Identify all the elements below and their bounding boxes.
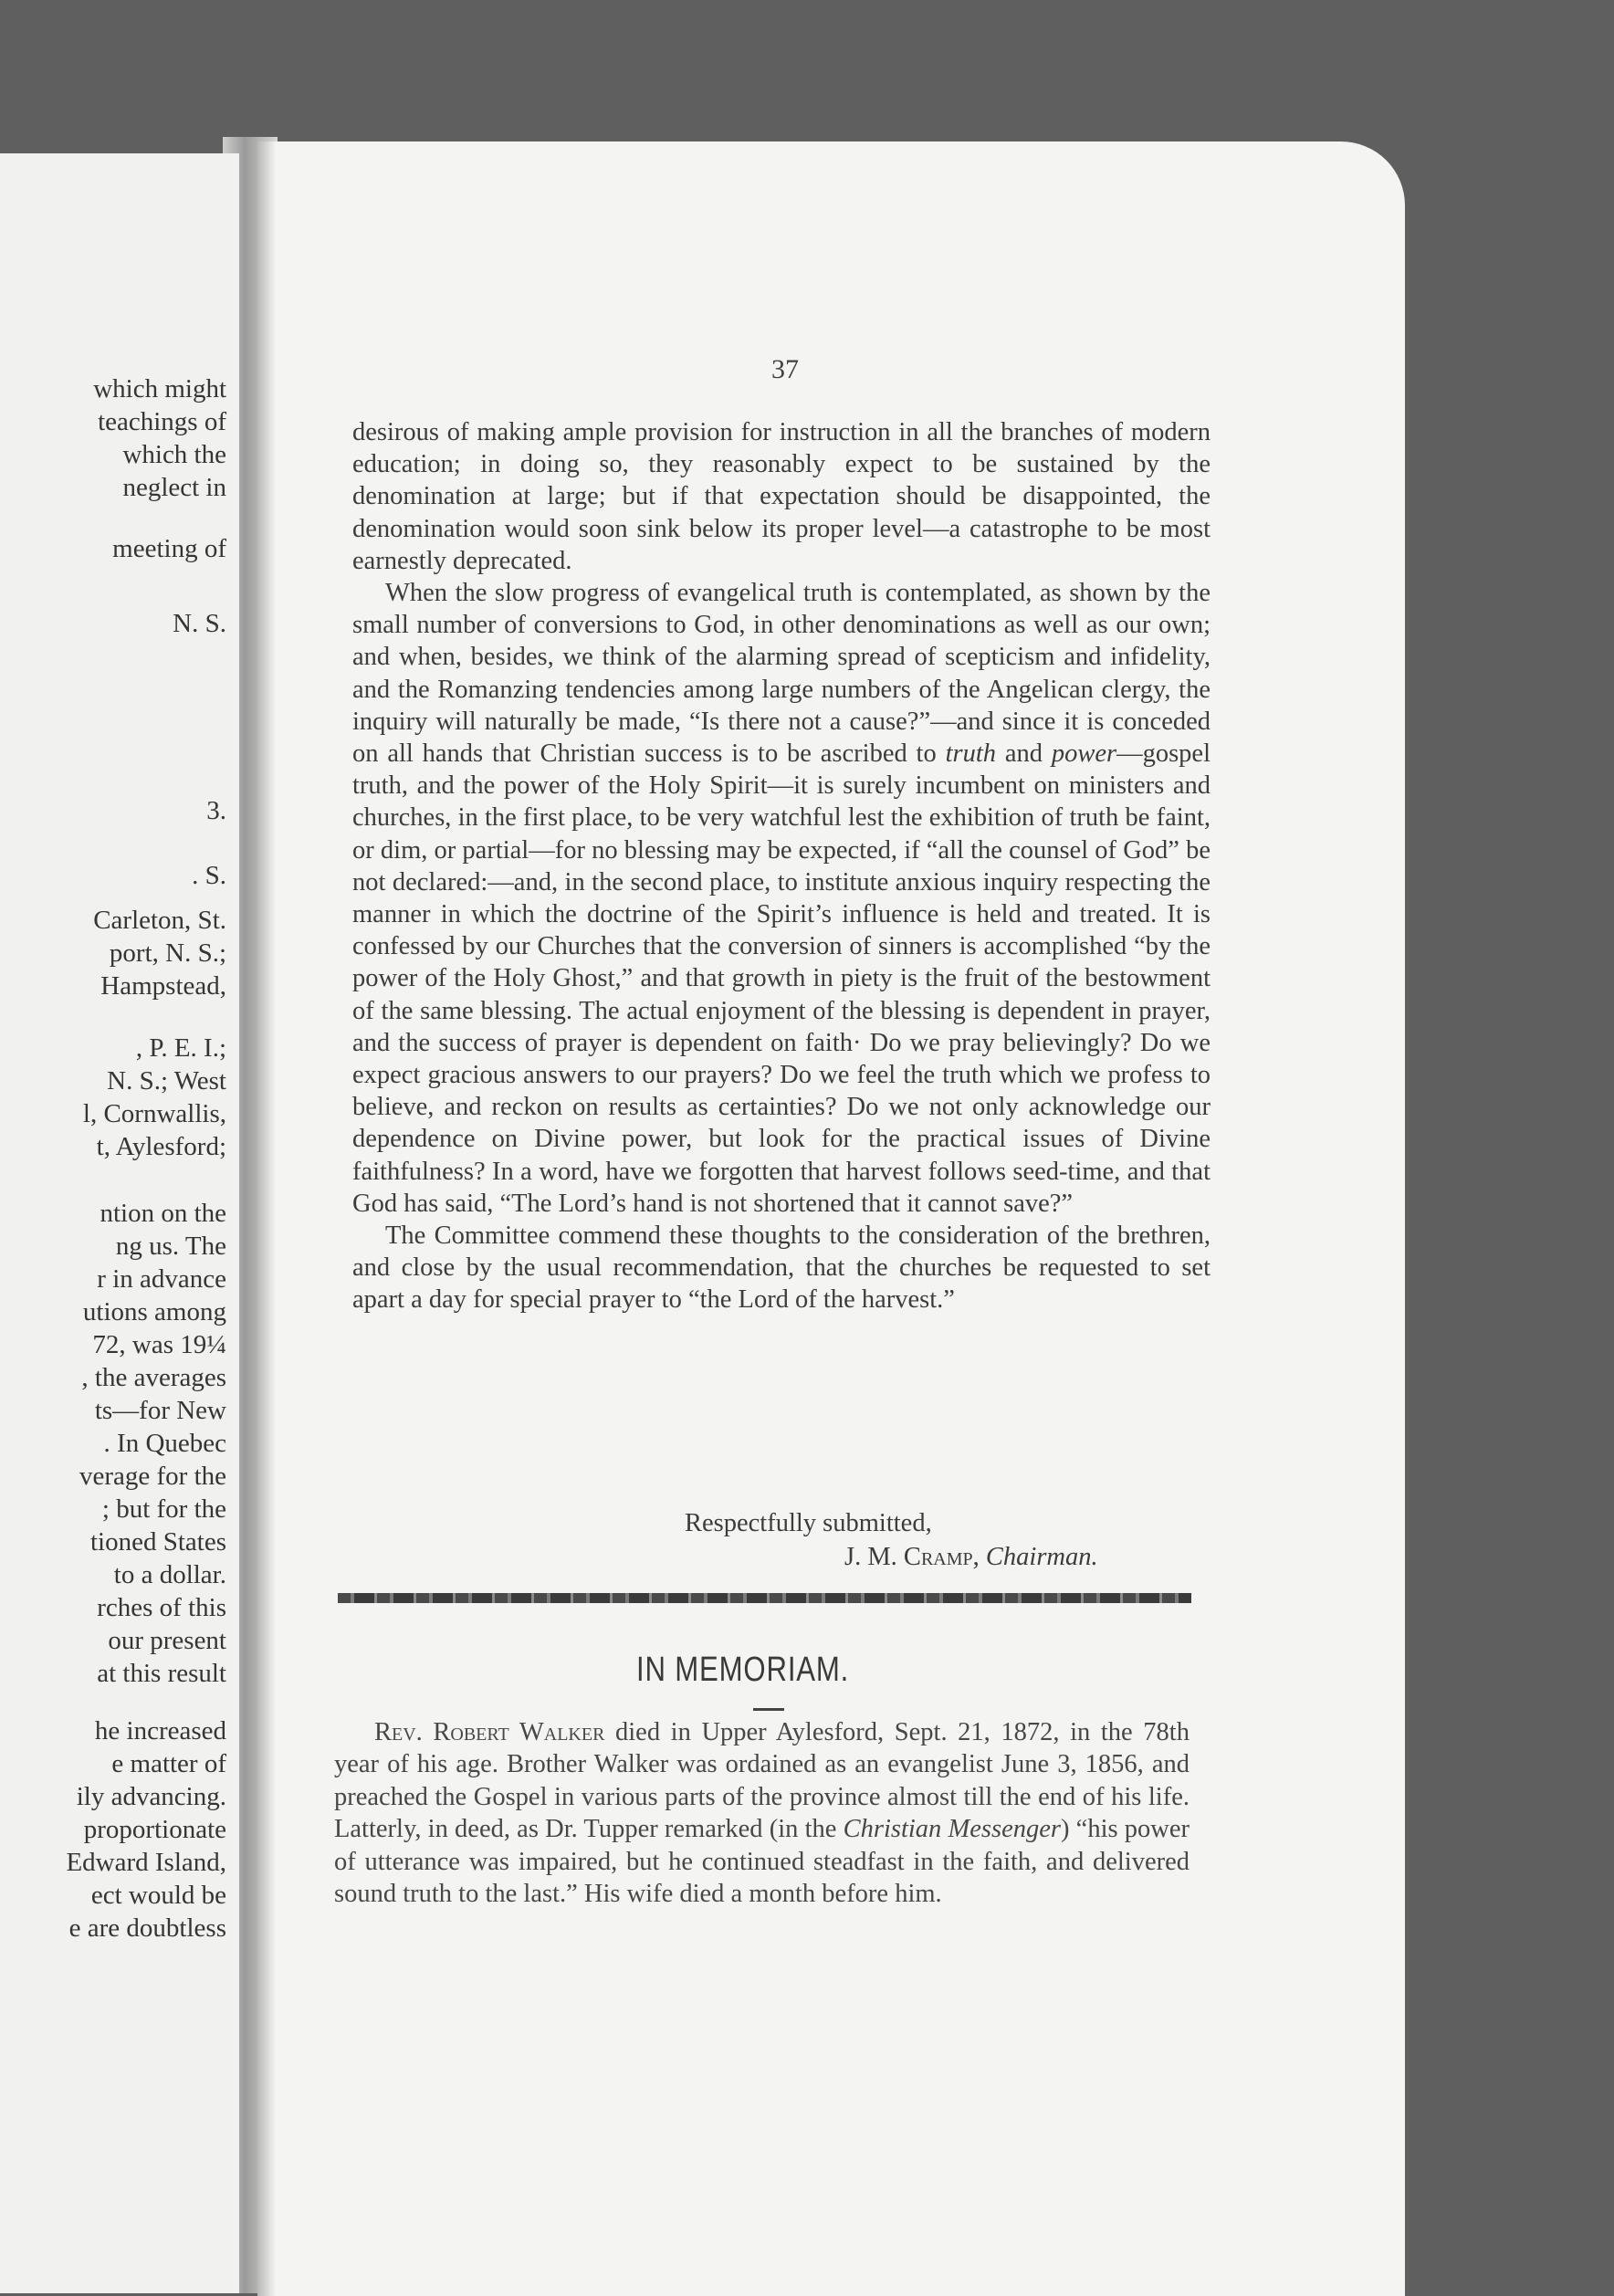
left-page-line: 72, was 19¼ bbox=[92, 1330, 226, 1359]
left-page bbox=[0, 153, 239, 2293]
page-number: 37 bbox=[771, 354, 799, 384]
left-page-line: Hampstead, bbox=[100, 971, 226, 1001]
signoff-signature: J. M. Cramp, Chairman. bbox=[844, 1543, 1098, 1571]
left-page-line: , P. E. I.; bbox=[135, 1033, 226, 1063]
left-page-line: neglect in bbox=[122, 473, 226, 502]
page-gutter-shadow bbox=[257, 142, 276, 2296]
report-body bbox=[352, 416, 1210, 1316]
left-page-line: teachings of bbox=[98, 407, 226, 436]
paragraph-3: The Committee commend these thoughts to the consideration of the brethren, and close by the usual recommendation, that the churches be requested to set apart a day for special prayer to “the Lord of the harvest.” bbox=[352, 1221, 1210, 1315]
left-page-line: Edward Island, bbox=[66, 1848, 226, 1877]
left-page-line: e are doubtless bbox=[68, 1913, 226, 1943]
left-page-line: at this result bbox=[97, 1659, 226, 1688]
memoriam-body bbox=[334, 1716, 1190, 1910]
left-page-line: , the averages bbox=[81, 1363, 226, 1392]
left-page-line: N. S. bbox=[173, 609, 226, 638]
heading-dash bbox=[753, 1708, 784, 1711]
left-page-line: . S. bbox=[192, 861, 226, 890]
left-page-line: which might bbox=[93, 374, 226, 404]
paragraph-2: When the slow progress of evangelical truth is contemplated, as shown by the small number of conversions to God, in other denominations as well as our own; and when, besides, we think of the alarming spread of scepticism and infidelity, and the Romanzing tendencies among large numbers of the Angelican clergy, the inquiry will naturally be made, “Is there not a cause?”—and since it is conceded on all hands that Christian success is to be ascribed to truth and power—gospel truth, and the power of the Holy Spirit—it is surely incumbent on ministers and churches, in the first place, to be very watchful lest the exhibition of truth be faint, or dim, or partial—for no blessing may be expected, if “all the counsel of God” be not declared:—and, in the second place, to institute anxious inquiry respecting the manner in which the doctrine of the Spirit’s influence is held and treated. It is confessed by our Churches that the conversion of sinners is accomplished “by the power of the Holy Ghost,” and that growth in piety is the fruit of the bestowment of the same blessing. The actual enjoyment of the blessing is dependent in prayer, and the success of prayer is dependent on faith· Do we pray believingly? Do we expect gracious answers to our prayers? Do we feel the truth which we profess to believe, and reckon on results as certainties? Do we not only acknowledge our dependence on Divine power, but look for the practical issues of Divine faithfulness? In a word, have we forgotten that harvest follows seed-time, and that God has said, “The Lord’s hand is not shortened that it cannot save?” bbox=[352, 579, 1211, 1218]
left-page-line: tioned States bbox=[89, 1527, 226, 1557]
memoriam-paragraph: Rev. Robert Walker died in Upper Aylesford, Sept. 21, 1872, in the 78th year of his age. Brother Walker was ordained as an evangelist June 3, 1856, and preached the Gospel in various parts of the province almost till the end of his life. Latterly, in deed, as Dr. Tupper remarked (in the Christian Messenger) “his power of utterance was impaired, but he continued steadfast in the faith, and delivered sound truth to the last.” His wife died a month before him. bbox=[334, 1718, 1190, 1909]
left-page-line: ng us. The bbox=[115, 1232, 226, 1261]
memoriam-heading: IN MEMORIAM. bbox=[636, 1651, 850, 1689]
left-page-line: N. S.; West bbox=[107, 1066, 226, 1096]
left-page-line: he increased bbox=[94, 1716, 226, 1746]
left-page-line: to a dollar. bbox=[113, 1560, 226, 1589]
left-page-line: t, Aylesford; bbox=[96, 1132, 226, 1161]
left-page-line: utions among bbox=[82, 1297, 226, 1326]
left-page-line: e matter of bbox=[111, 1749, 226, 1778]
left-page-line: meeting of bbox=[112, 534, 226, 563]
left-page-line: which the bbox=[122, 440, 226, 469]
left-page-line: ntion on the bbox=[100, 1199, 226, 1228]
section-divider bbox=[338, 1593, 1191, 1603]
left-page-line: Carleton, St. bbox=[93, 906, 226, 935]
left-page-line: rches of this bbox=[97, 1593, 226, 1622]
left-page-line: l, Cornwallis, bbox=[82, 1099, 226, 1128]
left-page-line: 3. bbox=[206, 796, 226, 825]
paragraph-1: desirous of making ample provision for instruction in all the branches of modern education; in doing so, they reasonably expect to be sustained by the denomination at large; but if that expectation should be disappointed, the denomination would soon sink below its proper level—a catastrophe to be most earnestly deprecated. bbox=[352, 418, 1210, 575]
left-page-line: ect would be bbox=[90, 1881, 226, 1910]
left-page-line: port, N. S.; bbox=[109, 938, 226, 968]
left-page-line: r in advance bbox=[97, 1264, 226, 1294]
left-page-line: verage for the bbox=[79, 1462, 226, 1491]
left-page-line: our present bbox=[108, 1626, 226, 1655]
left-page-line: . In Quebec bbox=[103, 1429, 226, 1458]
left-page-line: ts—for New bbox=[94, 1396, 226, 1425]
left-page-line: proportionate bbox=[83, 1815, 226, 1844]
signoff-line: Respectfully submitted, bbox=[685, 1509, 932, 1537]
left-page-line: ; but for the bbox=[101, 1494, 226, 1524]
left-page-line: ily advancing. bbox=[76, 1782, 226, 1811]
